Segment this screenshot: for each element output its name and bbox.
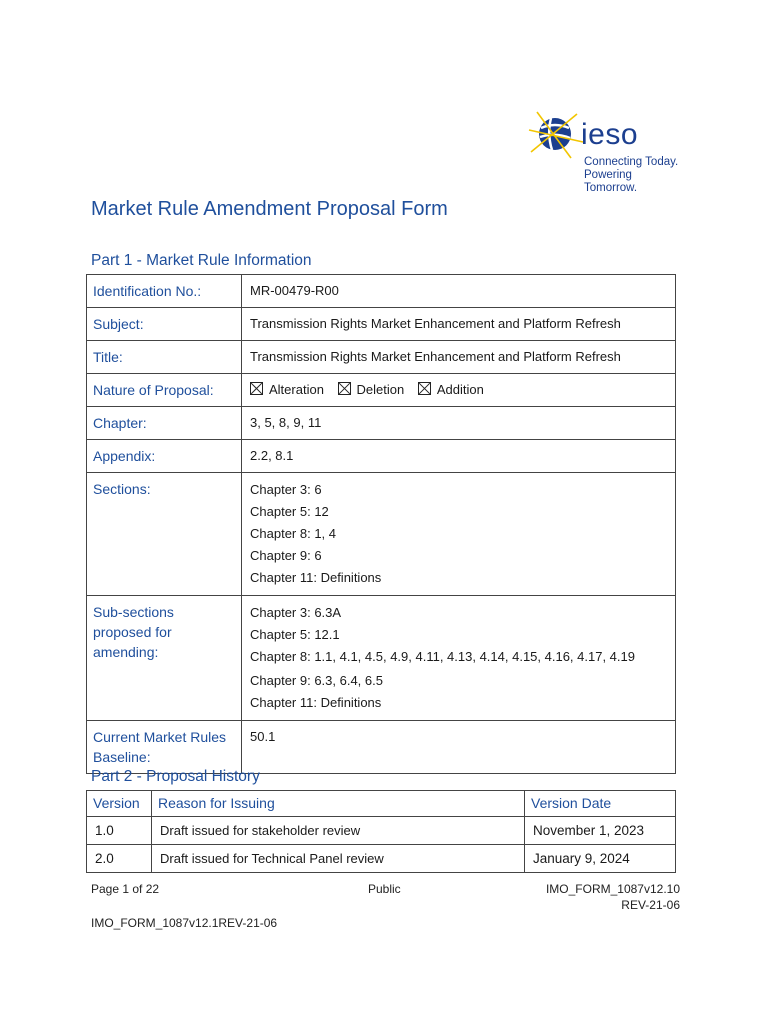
title-label: Title:	[87, 341, 242, 374]
form-title: Market Rule Amendment Proposal Form	[91, 198, 448, 220]
logo-tagline-line-1: Connecting Today.	[584, 156, 679, 168]
version-cell: 1.0	[87, 817, 152, 845]
chapter-label: Chapter:	[87, 407, 242, 440]
table-row-nature	[87, 374, 676, 407]
logo-tagline	[584, 156, 687, 195]
version-cell: 2.0	[87, 845, 152, 873]
nature-label: Nature of Proposal:	[87, 374, 242, 407]
subsections-label: Sub-sections proposed for amending:	[87, 596, 242, 721]
subject-value: Transmission Rights Market Enhancement and Platform Refresh	[242, 308, 676, 341]
title-value: Transmission Rights Market Enhancement and Platform Refresh	[242, 341, 676, 374]
section-line: Chapter 11: Definitions	[250, 570, 382, 585]
nature-options	[242, 374, 676, 407]
identification-value: MR-00479-R00	[242, 275, 676, 308]
column-header-version: Version	[87, 791, 152, 817]
subsection-line: Chapter 5: 12.1	[250, 627, 340, 642]
section-line: Chapter 9: 6	[250, 548, 322, 563]
logo-wordmark: ieso	[581, 118, 639, 151]
subsections-value	[242, 596, 676, 721]
chapter-value: 3, 5, 8, 9, 11	[242, 407, 676, 440]
table-header-row	[87, 791, 676, 817]
subject-label: Subject:	[87, 308, 242, 341]
table-row-subject	[87, 308, 676, 341]
table-row-title	[87, 341, 676, 374]
form-code	[480, 881, 680, 913]
reason-cell: Draft issued for Technical Panel review	[152, 845, 525, 873]
date-cell: January 9, 2024	[525, 845, 676, 873]
column-header-reason: Reason for Issuing	[152, 791, 525, 817]
identification-label: Identification No.:	[87, 275, 242, 308]
form-id: IMO_FORM_1087v12.1REV-21-06	[91, 916, 278, 930]
page-number: Page 1 of 22	[91, 882, 160, 896]
reason-cell: Draft issued for stakeholder review	[152, 817, 525, 845]
ieso-logo	[527, 108, 687, 194]
option-label: Alteration	[269, 382, 324, 397]
option-alteration[interactable]	[250, 382, 324, 397]
section-line: Chapter 5: 12	[250, 504, 329, 519]
table-row-sections	[87, 473, 676, 596]
table-row-appendix	[87, 440, 676, 473]
logo-tagline-line-2: Powering Tomorrow.	[584, 169, 638, 194]
appendix-value: 2.2, 8.1	[242, 440, 676, 473]
part2-heading: Part 2 - Proposal History	[91, 768, 260, 785]
table-row	[87, 845, 676, 873]
option-label: Deletion	[356, 382, 405, 397]
subsection-line: Chapter 3: 6.3A	[250, 605, 342, 620]
column-header-date: Version Date	[525, 791, 676, 817]
form-code-line-2: REV-21-06	[621, 898, 680, 912]
subsection-line: Chapter 9: 6.3, 6.4, 6.5	[250, 673, 383, 688]
checked-box-icon	[338, 382, 351, 395]
section-line: Chapter 8: 1, 4	[250, 526, 336, 541]
option-addition[interactable]	[418, 382, 484, 397]
table-row-chapter	[87, 407, 676, 440]
proposal-history-table	[86, 790, 676, 873]
table-row	[87, 817, 676, 845]
table-row-baseline	[87, 721, 676, 774]
baseline-value: 50.1	[242, 721, 676, 774]
table-row-identification	[87, 275, 676, 308]
classification-label: Public	[368, 882, 401, 896]
option-label: Addition	[436, 382, 484, 397]
appendix-label: Appendix:	[87, 440, 242, 473]
ieso-globe-icon	[527, 108, 587, 168]
market-rule-info-table	[86, 274, 676, 774]
section-line: Chapter 3: 6	[250, 482, 322, 497]
form-code-line-1: IMO_FORM_1087v12.10	[545, 882, 680, 896]
sections-label: Sections:	[87, 473, 242, 596]
part1-heading: Part 1 - Market Rule Information	[91, 252, 312, 269]
subsection-line: Chapter 8: 1.1, 4.1, 4.5, 4.9, 4.11, 4.13, 4.14, 4.15, 4.16, 4.17, 4.19	[250, 649, 635, 664]
checked-box-icon	[250, 382, 263, 395]
option-deletion[interactable]	[338, 382, 405, 397]
subsection-line: Chapter 11: Definitions	[250, 695, 382, 710]
sections-value	[242, 473, 676, 596]
date-cell: November 1, 2023	[525, 817, 676, 845]
checked-box-icon	[418, 382, 431, 395]
table-row-subsections	[87, 596, 676, 721]
baseline-label: Current Market Rules Baseline:	[87, 721, 242, 774]
